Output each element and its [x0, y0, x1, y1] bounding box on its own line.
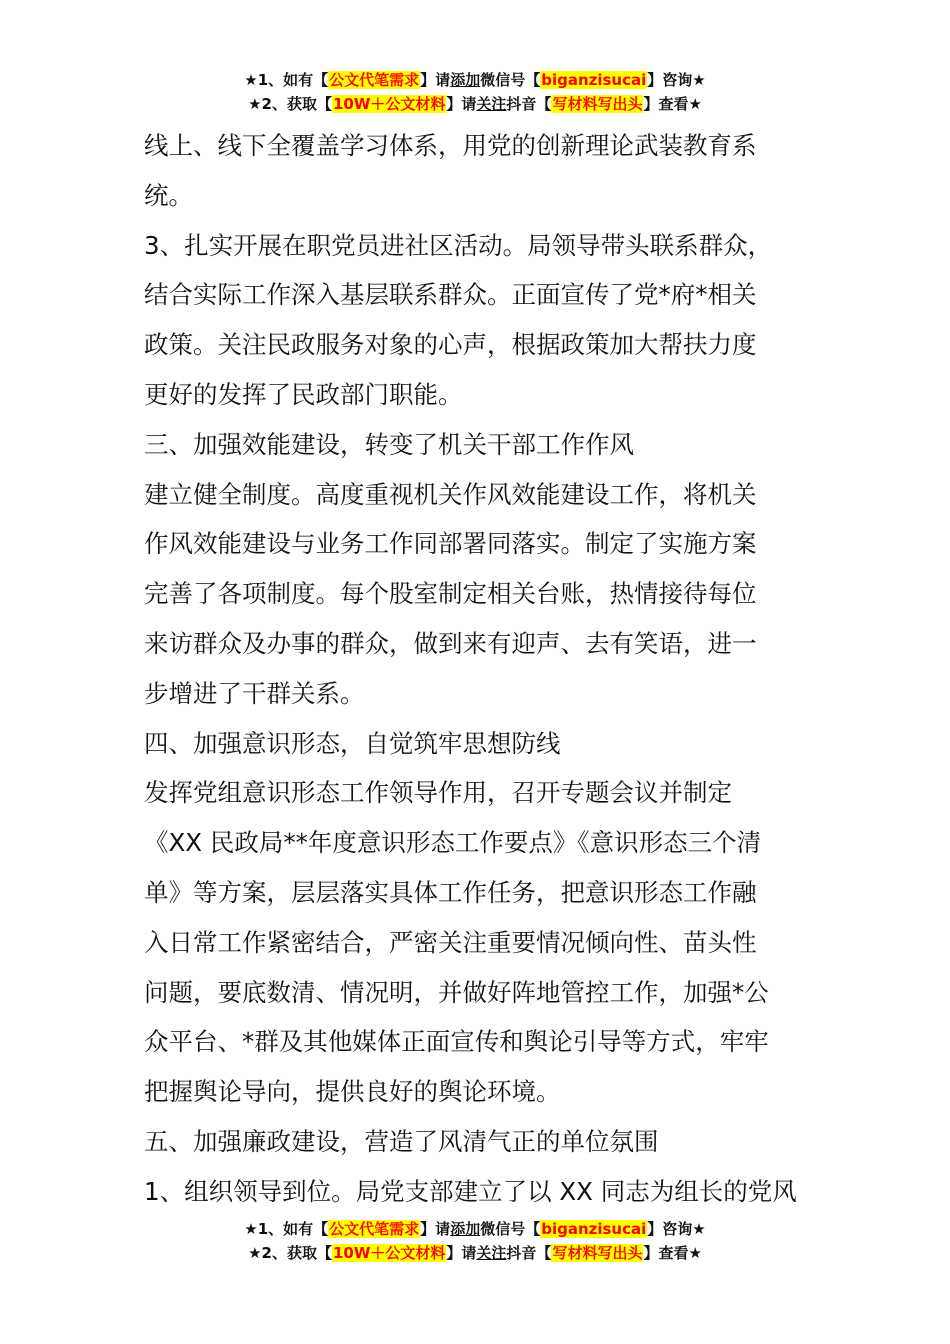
bottom-promo-banner [0, 1217, 950, 1265]
body-line: 1、组织领导到位。局党支部建立了以 XX 同志为组长的党风 [144, 1176, 797, 1206]
section-heading-3: 三、加强效能建设，转变了机关干部工作作风 [144, 429, 634, 459]
promo-line-2: ★2、获取【10W＋公文材料】请关注抖音【写材料写出头】查看★ [248, 1244, 702, 1262]
body-line: 来访群众及办事的群众，做到来有迎声、去有笑语，进一 [144, 628, 757, 658]
body-line: 把握舆论导向，提供良好的舆论环境。 [144, 1077, 561, 1107]
body-line: 统。 [144, 180, 193, 210]
body-line: 完善了各项制度。每个股室制定相关台账，热情接待每位 [144, 579, 757, 609]
promo-line-2: ★2、获取【10W＋公文材料】请关注抖音【写材料写出头】查看★ [248, 95, 702, 113]
promo-highlight: biganzisucai [541, 71, 647, 89]
body-line: 问题，要底数清、情况明，并做好阵地管控工作，加强*公 [144, 977, 769, 1007]
body-line: 发挥党组意识形态工作领导作用，召开专题会议并制定 [144, 778, 732, 808]
section-heading-4: 四、加强意识形态，自觉筑牢思想防线 [144, 728, 561, 758]
promo-highlight: 写材料写出头 [552, 95, 643, 113]
body-line: 众平台、*群及其他媒体正面宣传和舆论引导等方式，牢牢 [144, 1027, 769, 1057]
promo-line-1: ★1、如有【公文代笔需求】请添加微信号【biganzisucai】咨询★ [244, 71, 706, 89]
body-line: 建立健全制度。高度重视机关作风效能建设工作，将机关 [144, 479, 757, 509]
body-line: 更好的发挥了民政部门职能。 [144, 379, 463, 409]
promo-highlight: 10W＋公文材料 [332, 1244, 446, 1262]
promo-highlight: 公文代笔需求 [329, 71, 420, 89]
body-line: 步增进了干群关系。 [144, 678, 365, 708]
body-line: 作风效能建设与业务工作同部署同落实。制定了实施方案 [144, 529, 757, 559]
body-line: 结合实际工作深入基层联系群众。正面宣传了党*府*相关 [144, 280, 757, 310]
top-promo-banner [0, 68, 950, 116]
promo-highlight: 写材料写出头 [552, 1244, 643, 1262]
promo-line-1: ★1、如有【公文代笔需求】请添加微信号【biganzisucai】咨询★ [244, 1220, 706, 1238]
body-line: 3、扎实开展在职党员进社区活动。局领导带头联系群众， [144, 230, 773, 260]
body-line: 线上、线下全覆盖学习体系，用党的创新理论武装教育系 [144, 131, 757, 160]
section-heading-5: 五、加强廉政建设，营造了风清气正的单位氛围 [144, 1126, 659, 1156]
body-line: 单》等方案，层层落实具体工作任务，把意识形态工作融 [144, 877, 757, 907]
promo-highlight: biganzisucai [541, 1220, 647, 1238]
document-body [144, 121, 810, 1217]
body-line: 入日常工作紧密结合，严密关注重要情况倾向性、苗头性 [144, 927, 757, 957]
body-line: 《XX 民政局**年度意识形态工作要点》《意识形态三个清 [144, 828, 762, 858]
promo-highlight: 公文代笔需求 [329, 1220, 420, 1238]
body-line: 政策。关注民政服务对象的心声，根据政策加大帮扶力度 [144, 330, 757, 360]
promo-highlight: 10W＋公文材料 [332, 95, 446, 113]
